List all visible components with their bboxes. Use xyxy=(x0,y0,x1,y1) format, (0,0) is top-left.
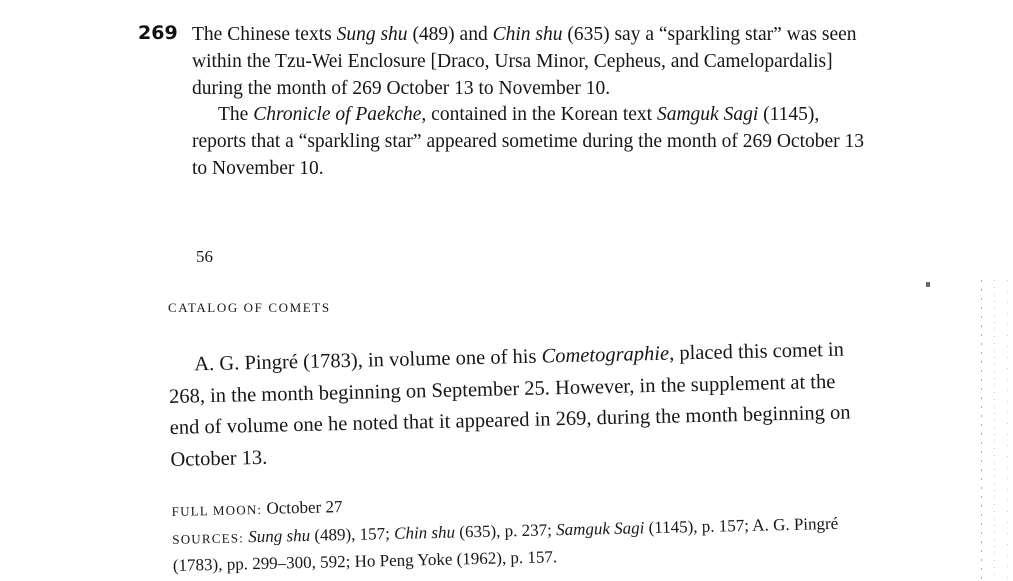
full-moon-value: October 27 xyxy=(262,497,343,518)
title-samguk-sagi: Samguk Sagi xyxy=(656,104,759,126)
text-run: The xyxy=(218,104,254,126)
text-run: (635) say a “sparkling star” was seen within the Tzu-Wei Enclosure [Draco, Ursa Minor, Cepheus, and Camelopardalis] during the month of 269 October 13 to November 10. xyxy=(192,24,857,99)
source-sung-shu: Sung shu xyxy=(248,525,311,546)
scan-speck xyxy=(926,282,930,287)
scan-edge-noise xyxy=(994,280,995,581)
entry-paragraph-korean xyxy=(192,102,872,182)
page-number: 56 xyxy=(196,247,213,266)
full-moon-label: FULL MOON: xyxy=(171,501,263,519)
source-chin-shu: Chin shu xyxy=(393,522,456,543)
running-head: CATALOG OF COMETS xyxy=(168,300,331,315)
text-run: A. G. Pingré (1783), in volume one of his xyxy=(194,345,542,376)
text-run: , placed this comet in 268, in the month beginning on September 25. However, in the supplement at the end of volume one he noted that it appeared in 269, during the month beginning on October 13. xyxy=(168,338,851,471)
title-chin-shu: Chin shu xyxy=(492,24,563,45)
scan-edge-noise xyxy=(981,280,982,581)
entry-paragraph-chinese xyxy=(192,22,872,102)
text-run: (489), 157; xyxy=(309,523,395,545)
title-cometographie: Cometographie xyxy=(541,342,670,368)
text-run: , contained in the Korean text xyxy=(421,104,657,126)
text-run: (635), p. 237; xyxy=(454,519,557,542)
sources-label: SOURCES: xyxy=(172,529,245,547)
entry-number: 269 xyxy=(138,22,178,44)
text-run: The Chinese texts xyxy=(192,24,337,45)
text-run: (489) and xyxy=(407,24,493,45)
text-run: (1145), reports that a “sparkling star” appeared sometime during the month of 269 October 13 to November 10. xyxy=(192,104,865,179)
title-chronicle-of-paekche: Chronicle of Paekche xyxy=(253,104,422,126)
title-sung-shu: Sung shu xyxy=(336,24,408,45)
entry-body xyxy=(192,22,872,183)
text-run: (1145), p. 157; A. G. Pingré (1783), pp. 299–300, 592; Ho Peng Yoke (1962), p. 157. xyxy=(172,513,839,575)
remark-paragraph xyxy=(168,334,871,476)
source-samguk-sagi: Samguk Sagi xyxy=(555,517,645,539)
scan-edge-noise xyxy=(1007,280,1008,581)
notes xyxy=(171,482,873,579)
remarks-block xyxy=(168,334,873,579)
